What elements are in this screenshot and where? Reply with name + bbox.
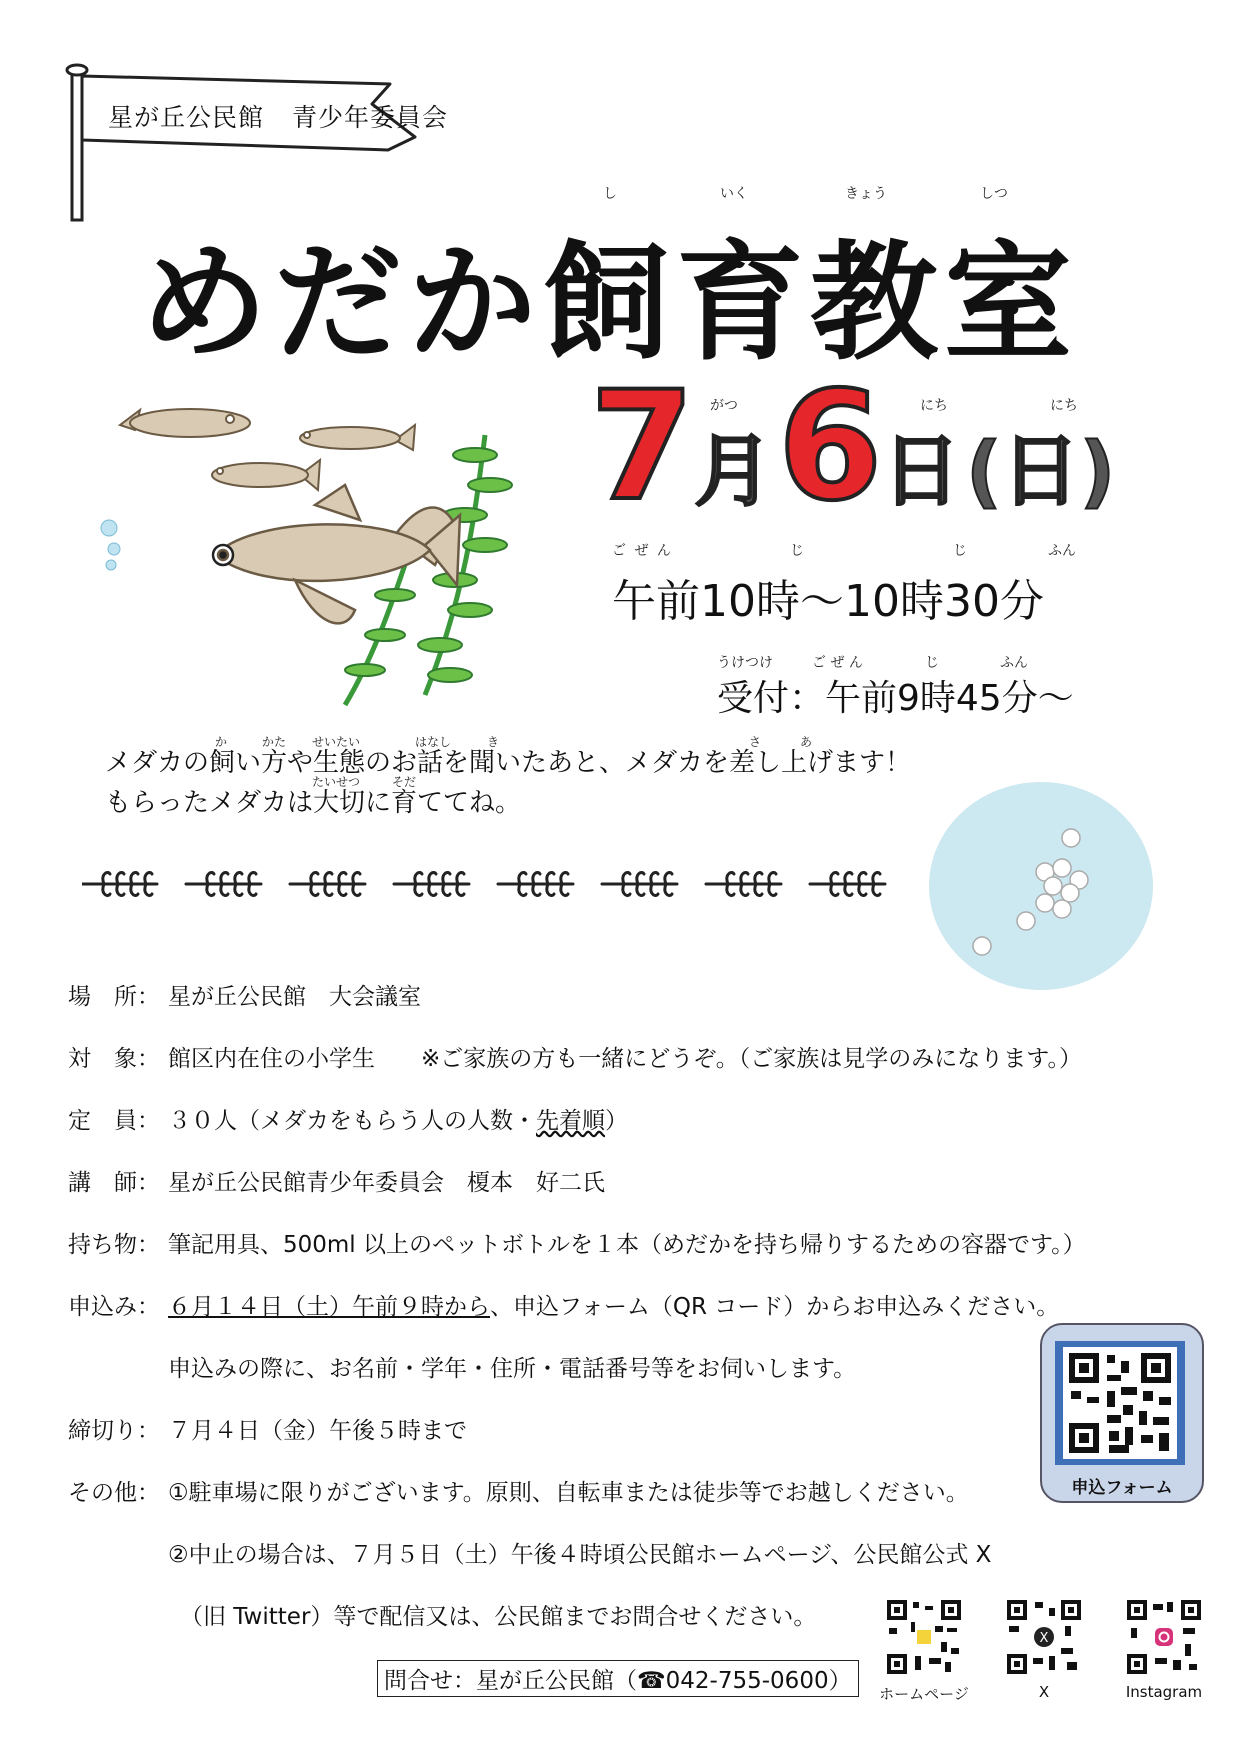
x-qr-icon[interactable] <box>1005 1598 1083 1676</box>
apply-form-card[interactable] <box>1040 1323 1204 1503</box>
eggs-illustration <box>925 778 1157 994</box>
qr-pattern-icon <box>1063 1347 1177 1459</box>
x-qr-label: X <box>1038 1683 1050 1701</box>
title-ruby-3: きょう <box>845 186 887 202</box>
date-weekday: (日) <box>965 427 1116 517</box>
time-ruby-3: じ <box>953 543 967 559</box>
date-month: 7 <box>590 360 695 534</box>
detail-venue <box>68 978 421 1011</box>
detail-instructor-value: 星が丘公民館青少年委員会 榎本 好二氏 <box>168 1170 605 1196</box>
banner-text <box>108 98 476 134</box>
title-ruby-4: しつ <box>980 186 1008 202</box>
date-ruby-month: がつ <box>710 398 738 414</box>
banner-committee: 青少年委員会 <box>292 103 449 132</box>
intro-ruby-9: そだ <box>392 775 417 789</box>
intro-ruby-4: はなし <box>415 735 452 749</box>
detail-capacity-value: ３０人（メダカをもらう人の人数・ <box>168 1108 536 1134</box>
detail-items <box>68 1226 1086 1259</box>
date-day-unit: 日 <box>882 427 961 517</box>
detail-venue-key: 場 所： <box>68 984 160 1010</box>
reception-ruby-2: ご ぜ ん <box>812 655 863 671</box>
detail-instructor-key: 講 師： <box>68 1170 160 1196</box>
title-ruby-2: いく <box>720 186 748 202</box>
detail-capacity <box>68 1102 628 1135</box>
detail-capacity-marked: 先着順 <box>536 1108 605 1134</box>
detail-deadline-key: 締切り： <box>68 1418 160 1444</box>
detail-other-2 <box>68 1536 991 1569</box>
instagram-qr-icon[interactable] <box>1125 1598 1203 1676</box>
detail-instructor <box>68 1164 605 1197</box>
detail-apply-key: 申込み： <box>68 1294 160 1320</box>
title-ruby-1: し <box>603 186 617 202</box>
homepage-qr-label: ホームページ <box>879 1685 969 1703</box>
apply-form-qr-frame <box>1055 1341 1185 1465</box>
intro-text <box>105 743 911 823</box>
homepage-qr-icon[interactable] <box>885 1598 963 1676</box>
detail-other-1-value: ①駐車場に限りがございます。原則、自転車または徒歩等でお越しください。 <box>168 1480 969 1506</box>
time-ruby-1: ご ぜ ん <box>612 543 673 559</box>
intro-ruby-5: き <box>487 735 500 749</box>
intro-ruby-3: せいたい <box>312 735 361 749</box>
detail-apply-note-value: 申込みの際に、お名前・学年・住所・電話番号等をお伺いします。 <box>168 1356 857 1382</box>
time-ruby-2: じ <box>790 543 804 559</box>
reception-ruby-1: うけつけ <box>717 655 773 671</box>
time-ruby-4: ふん <box>1048 543 1076 559</box>
date-day: 6 <box>777 360 883 534</box>
detail-venue-value: 星が丘公民館 大会議室 <box>168 984 421 1010</box>
date-month-unit: 月 <box>694 427 773 517</box>
intro-ruby-1: か <box>215 735 228 749</box>
medaka-illustration <box>95 395 515 715</box>
intro-ruby-7: あ <box>800 735 813 749</box>
detail-other-3 <box>180 1598 816 1631</box>
intro-ruby-8: たいせつ <box>312 775 361 789</box>
detail-other-2-value: ②中止の場合は、７月５日（土）午後４時頃公民館ホームページ、公民館公式 X <box>168 1542 992 1568</box>
intro-line-2: もらったメダカは大切に育ててね。 <box>105 788 522 818</box>
svg-text:X: X <box>1039 1631 1049 1646</box>
detail-apply-value: 、申込フォーム（QR コード）からお申込みください。 <box>490 1294 1060 1320</box>
reception-ruby-3: じ <box>925 655 939 671</box>
detail-target-value: 館区内在住の小学生 ※ご家族の方も一緒にどうぞ。（ご家族は見学のみになります。） <box>168 1046 1082 1072</box>
reception-ruby-4: ふん <box>1000 655 1028 671</box>
detail-other-3-value: （旧 Twitter）等で配信又は、公民館までお問合せください。 <box>180 1604 817 1630</box>
instagram-qr-label: Instagram <box>1125 1683 1203 1701</box>
date-ruby-day: にち <box>920 398 948 414</box>
date-ruby-weekday: にち <box>1050 398 1078 414</box>
detail-items-value: 筆記用具、500ml 以上のペットボトルを１本（めだかを持ち帰りするための容器です。） <box>168 1232 1086 1258</box>
reception-time: 受付：午前9時45分～ <box>717 678 1074 719</box>
detail-items-key: 持ち物： <box>68 1232 160 1258</box>
apply-form-label: 申込フォーム <box>1071 1478 1173 1498</box>
plant-divider <box>82 866 902 902</box>
detail-target <box>68 1040 1082 1073</box>
detail-deadline <box>68 1412 467 1445</box>
page-title: めだか飼育教室 <box>140 229 1079 378</box>
banner-org: 星が丘公民館 <box>108 103 265 132</box>
intro-line-1: メダカの飼い方や生態のお話を聞いたあと、メダカを差し上げます！ <box>105 748 912 778</box>
apply-form-qr-code[interactable] <box>1063 1347 1177 1459</box>
detail-other-key: その他： <box>68 1480 160 1506</box>
detail-other-1 <box>68 1474 969 1507</box>
detail-apply <box>68 1288 1059 1321</box>
intro-ruby-2: かた <box>262 735 287 749</box>
detail-apply-note <box>68 1350 856 1383</box>
detail-deadline-value: ７月４日（金）午後５時まで <box>168 1418 467 1444</box>
event-date <box>590 360 1116 534</box>
intro-ruby-6: さ <box>749 735 762 749</box>
detail-capacity-end: ） <box>605 1108 628 1134</box>
contact-box: 問合せ：星が丘公民館（☎042-755-0600） <box>377 1660 859 1697</box>
detail-target-key: 対 象： <box>68 1046 160 1072</box>
event-time: 午前10時～10時30分 <box>612 576 1044 627</box>
detail-apply-marked: ６月１４日（土）午前９時から <box>168 1294 490 1320</box>
detail-capacity-key: 定 員： <box>68 1108 160 1134</box>
